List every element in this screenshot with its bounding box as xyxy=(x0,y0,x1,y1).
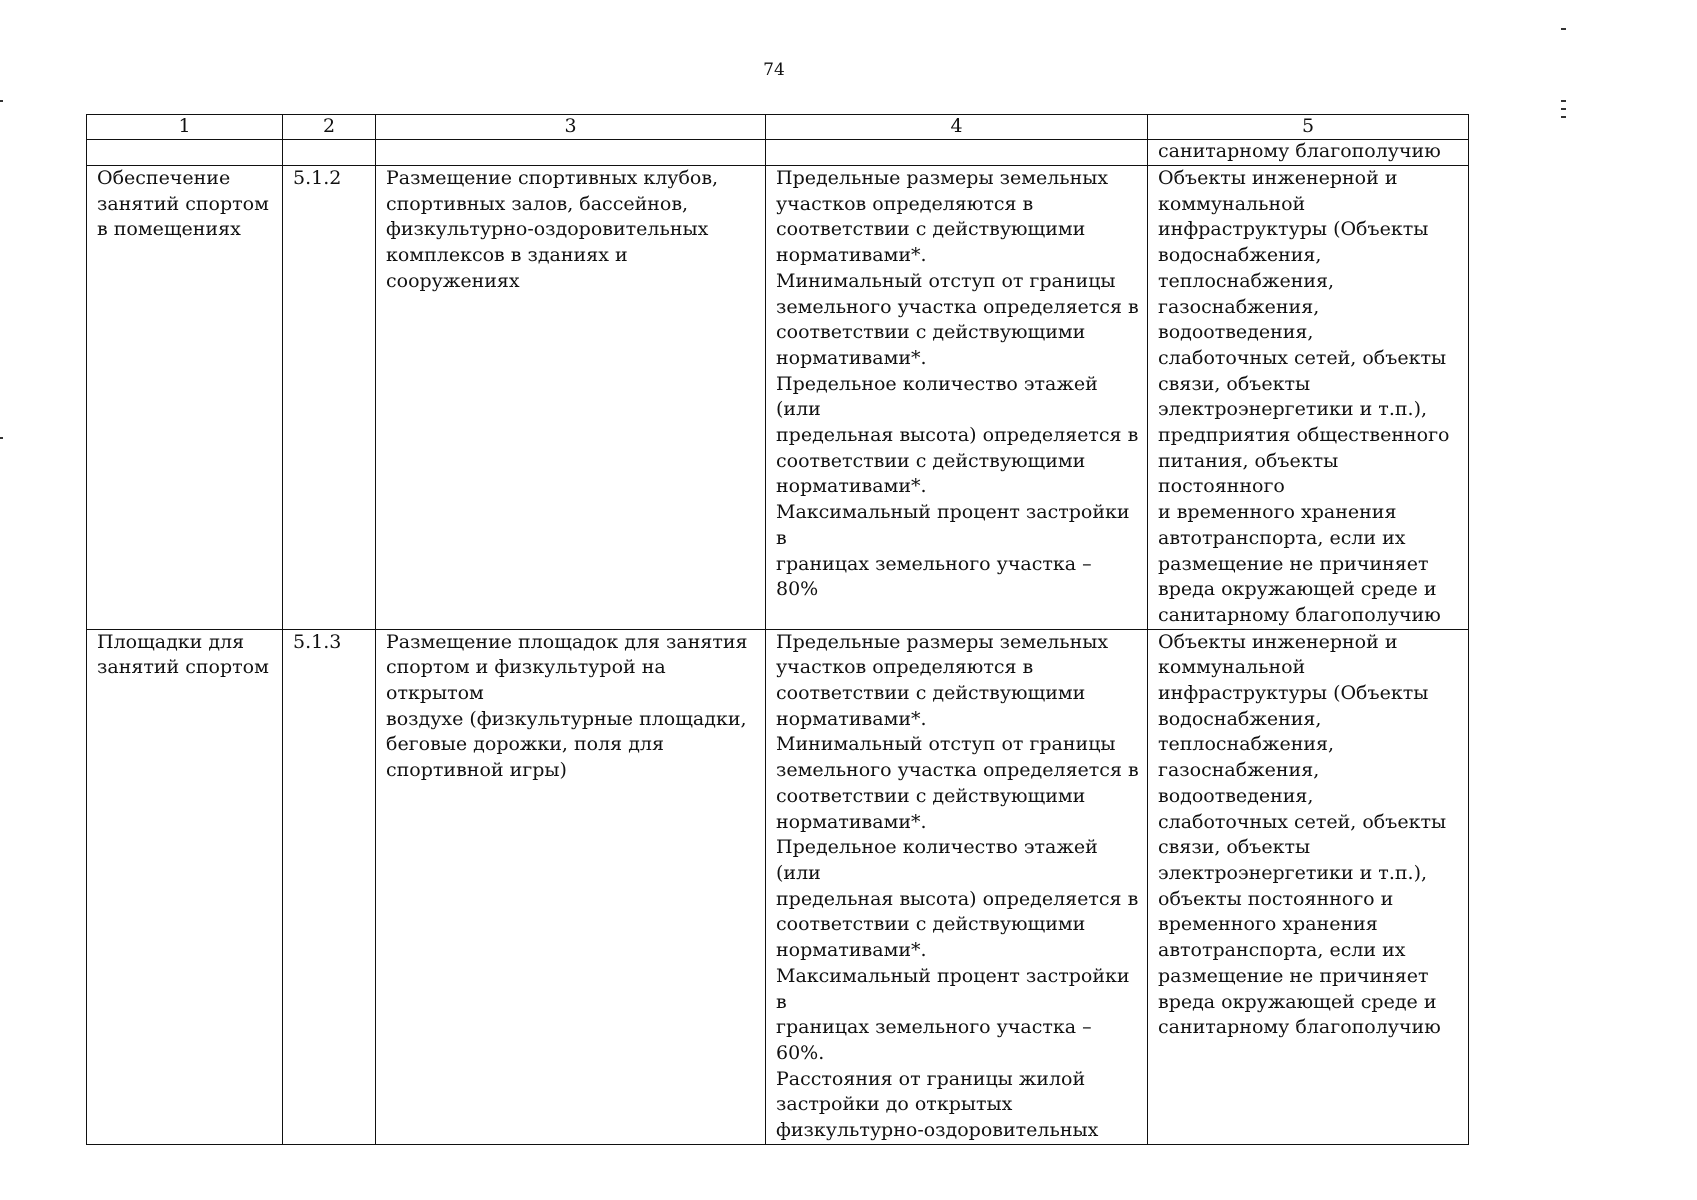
use-type-code-cell xyxy=(283,166,376,630)
use-type-name-cell xyxy=(87,629,283,1144)
continuation-cell-1 xyxy=(87,140,283,166)
auxiliary-uses-text: Объекты инженерной и коммунальной инфраструктуры (Объекты водоснабжения, теплоснабжения, газоснабжения, водоотведения, слаботочных сетей, объекты связи, объекты электроэнергетики и т.п.), объекты постоянного и временного хранения автотранспорта, если их размещение не причиняет вреда окружающей среде и санитарному благополучию xyxy=(1158,630,1447,1039)
table-row xyxy=(87,629,1469,1144)
header-cell-4: 4 xyxy=(766,115,1148,140)
page-number: 74 xyxy=(763,60,785,80)
parameters-cell xyxy=(766,629,1148,1144)
use-type-description: Размещение спортивных клубов, спортивных залов, бассейнов, физкультурно-оздоровительных комплексов в зданиях и сооружениях xyxy=(386,167,719,292)
auxiliary-uses-cell xyxy=(1148,166,1469,630)
scan-edge-mark xyxy=(1561,108,1566,110)
use-type-code: 5.1.2 xyxy=(293,167,342,189)
auxiliary-uses-text: Объекты инженерной и коммунальной инфраструктуры (Объекты водоснабжения, теплоснабжения, газоснабжения, водоотведения, слаботочных сетей, объекты связи, объекты электроэнергетики и т.п.), предприятия общественного питания, объекты постоянного и временного хранения автотранспорта, если их размещение не причиняет вреда окружающей среде и санитарному благополучию xyxy=(1158,167,1450,626)
continuation-row xyxy=(87,140,1469,166)
scan-edge-mark xyxy=(0,100,3,102)
scan-edge-mark xyxy=(1561,100,1566,102)
use-type-name-cell xyxy=(87,166,283,630)
use-type-description-cell xyxy=(376,629,766,1144)
header-cell-5: 5 xyxy=(1148,115,1469,140)
auxiliary-uses-cell xyxy=(1148,629,1469,1144)
header-cell-3: 3 xyxy=(376,115,766,140)
parameters-text: Предельные размеры земельных участков определяются в соответствии с действующими нормативами*. Минимальный отступ от границы земельного участка определяется в соответствии с действующими нормативами*. Предельное количество этажей (или предельная высота) определяется в соответствии с действующими нормативами*. Максимальный процент застройки в границах земельного участка – 80% xyxy=(776,167,1139,601)
continuation-cell-5 xyxy=(1148,140,1469,166)
use-type-description: Размещение площадок для занятия спортом и физкультурой на открытом воздухе (физкультурные площадки, беговые дорожки, поля для спортивной игры) xyxy=(386,630,748,782)
scan-edge-mark xyxy=(1561,28,1566,30)
use-type-code-cell xyxy=(283,629,376,1144)
continuation-text: санитарному благополучию xyxy=(1158,140,1441,162)
parameters-text: Предельные размеры земельных участков определяются в соответствии с действующими нормативами*. Минимальный отступ от границы земельного участка определяется в соответствии с действующими нормативами*. Предельное количество этажей (или предельная высота) определяется в соответствии с действующими нормативами*. Максимальный процент застройки в границах земельного участка – 60%. Расстояния от границы жилой застройки до открытых физкультурно-оздоровительных xyxy=(776,630,1139,1142)
continuation-cell-3 xyxy=(376,140,766,166)
table-header-row xyxy=(87,115,1469,140)
land-use-table xyxy=(86,114,1469,1145)
continuation-cell-4 xyxy=(766,140,1148,166)
table-row xyxy=(87,166,1469,630)
use-type-code: 5.1.3 xyxy=(293,630,342,653)
use-type-description-cell xyxy=(376,166,766,630)
scan-edge-mark xyxy=(0,437,3,439)
use-type-name: Площадки для занятий спортом xyxy=(97,630,269,679)
header-cell-2: 2 xyxy=(283,115,376,140)
header-cell-1: 1 xyxy=(87,115,283,140)
parameters-cell xyxy=(766,166,1148,630)
use-type-name: Обеспечение занятий спортом в помещениях xyxy=(97,167,269,241)
continuation-cell-2 xyxy=(283,140,376,166)
scan-edge-mark xyxy=(1561,116,1566,118)
